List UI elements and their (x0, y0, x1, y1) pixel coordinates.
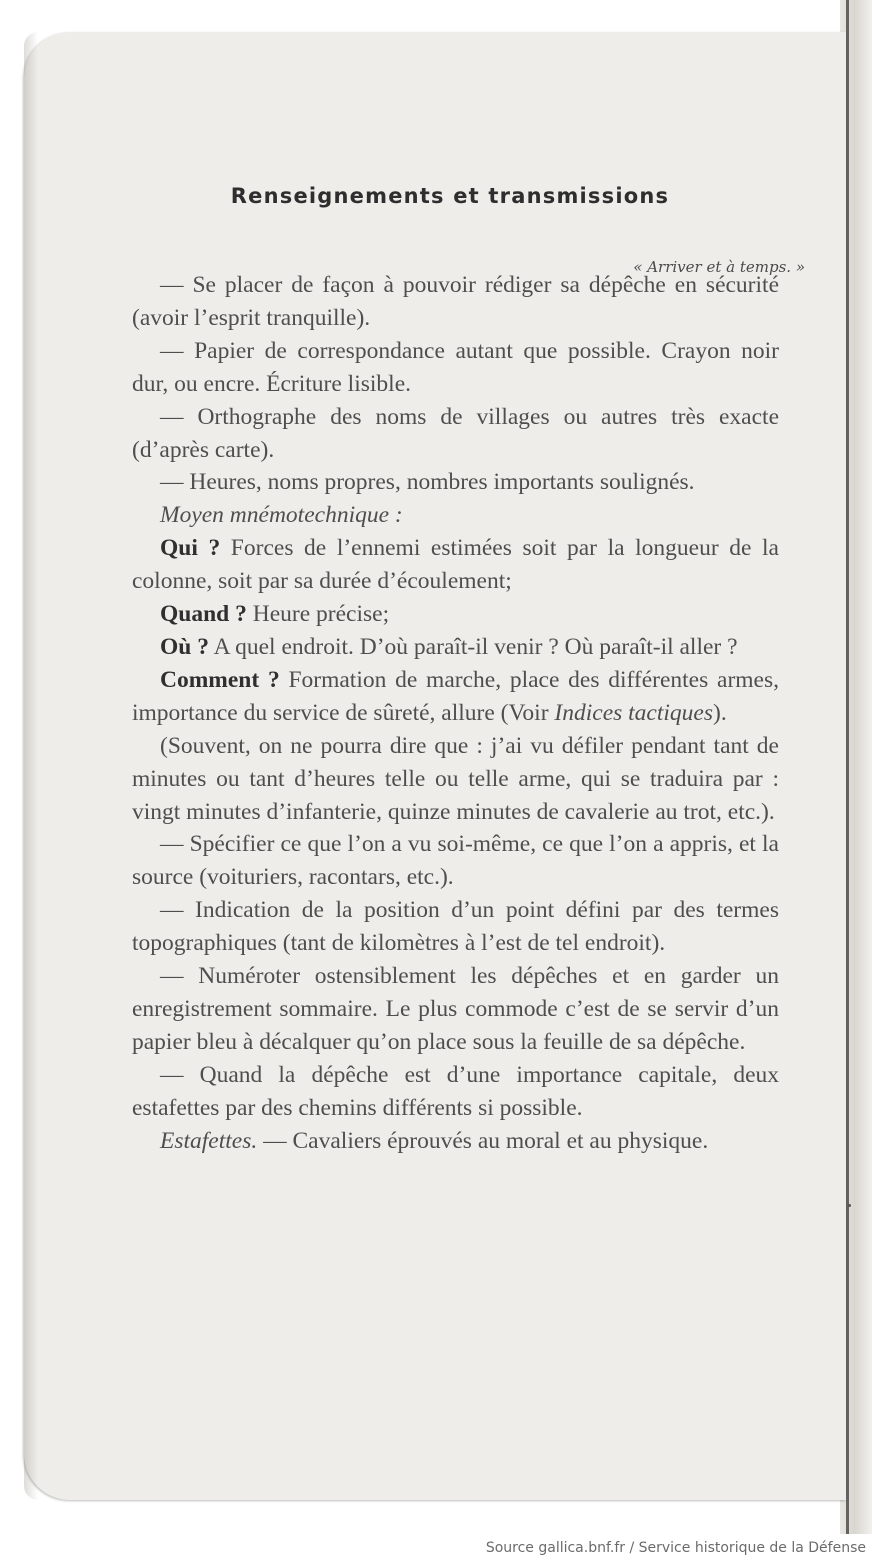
source-credit: Source gallica.bnf.fr / Service historique de la Défense (485, 1540, 866, 1556)
scan-speck (848, 1204, 851, 1207)
term-comment-italic: Indices tactiques (554, 699, 713, 726)
paragraph: — Se placer de façon à pouvoir rédiger sa dépêche en sécurité (avoir l’esprit tranquille). (132, 272, 779, 331)
term-comment-text-a: Formation de marche, place des différentes armes, importance du service de sûreté, allure (Voir (132, 666, 779, 726)
page-title: Renseignements et transmissions (230, 184, 670, 208)
paragraph: — Papier de correspondance autant que possible. Crayon noir dur, ou encre. Écriture lisible. (132, 337, 779, 397)
term-ou-text: A quel endroit. D’où paraît-il venir ? Où paraît-il aller ? (208, 633, 738, 660)
term-qui-text: Forces de l’ennemi estimées soit par la longueur de la colonne, soit par sa durée d’écoulement; (132, 535, 779, 595)
paragraph: — Orthographe des noms de villages ou autres très exacte (d’après carte). (132, 403, 779, 463)
paragraph-qui (132, 532, 779, 598)
epigraph: « Arriver et à temps. » (633, 258, 805, 276)
paragraph-ou (132, 631, 779, 664)
paragraph-estafettes (132, 1125, 779, 1158)
page-body-text (132, 269, 779, 1157)
paragraph: — Quand la dépêche est d’une importance capitale, deux estafettes par des chemins différents si possible. (132, 1061, 779, 1121)
term-estafettes-text: — Cavaliers éprouvés au moral et au physique. (257, 1127, 709, 1154)
term-quand-text: Heure précise; (246, 601, 390, 628)
mnemonic-heading: Moyen mnémotechnique : (160, 502, 403, 529)
binding-shadow-line (846, 0, 849, 1534)
term-estafettes: Estafettes. (160, 1127, 258, 1154)
paragraph: — Heures, noms propres, nombres importants soulignés. (160, 469, 695, 496)
paragraph-quand (132, 598, 779, 631)
term-qui: Qui ? (160, 535, 221, 562)
term-ou: Où ? (160, 633, 209, 660)
term-comment: Comment ? (160, 666, 280, 693)
paragraph: — Indication de la position d’un point défini par des termes topographiques (tant de kilomètres à l’est de tel endroit). (132, 897, 779, 957)
paragraph: — Spécifier ce que l’on a vu soi-même, ce que l’on a appris, et la source (voituriers, racontars, etc.). (132, 831, 779, 891)
term-comment-text-b: ). (713, 699, 727, 726)
paragraph-comment (132, 664, 779, 730)
paragraph: — Numéroter ostensiblement les dépêches et en garder un enregistrement sommaire. Le plus commode c’est de se servir d’un papier bleu à décalquer qu’on place sous la feuille de sa dépêche. (132, 963, 779, 1055)
term-quand: Quand ? (160, 601, 247, 628)
paragraph-mnemonic-heading (132, 499, 779, 532)
paragraph: (Souvent, on ne pourra dire que : j’ai vu défiler pendant tant de minutes ou tant d’heures telle ou telle arme, qui se traduira par : vingt minutes d’infanterie, quinze minutes de cavalerie au trot, etc.). (132, 732, 779, 825)
